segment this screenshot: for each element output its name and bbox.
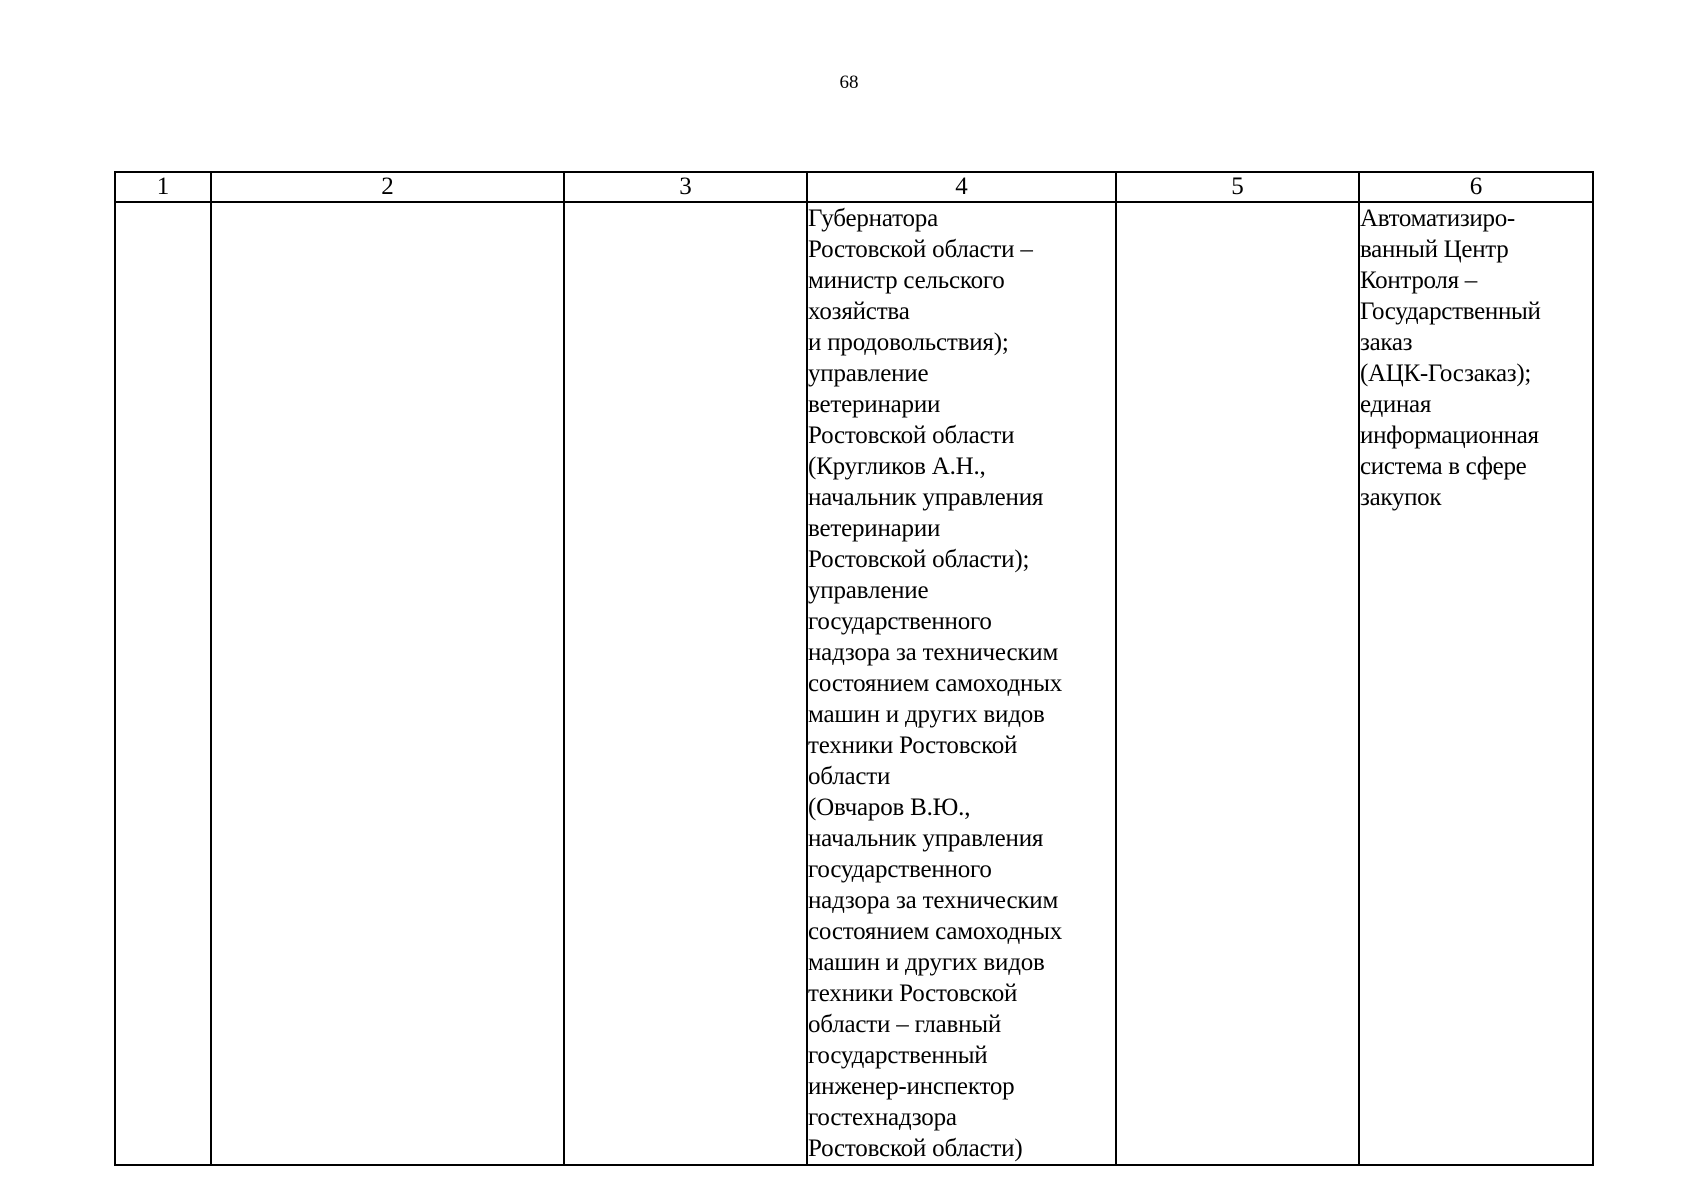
cell-text-line: государственного <box>808 856 992 883</box>
cell-text-line: ветеринарии <box>808 391 941 418</box>
cell-text-line: (АЦК-Госзаказ); <box>1360 360 1532 387</box>
column-header-1: 1 <box>115 172 211 202</box>
column-header-6: 6 <box>1359 172 1593 202</box>
cell-text-line: ванный Центр <box>1360 236 1509 263</box>
cell-text-line: Ростовской области) <box>808 1135 1023 1162</box>
cell-text-line: начальник управления <box>808 484 1044 511</box>
cell-text-line: машин и других видов <box>808 949 1045 976</box>
cell-col4 <box>807 202 1116 1165</box>
cell-text-line: (Овчаров В.Ю., <box>808 794 971 821</box>
cell-text-line: Автоматизиро- <box>1360 205 1515 232</box>
page-number: 68 <box>839 72 859 93</box>
cell-col5 <box>1116 202 1359 1165</box>
cell-text-line: государственного <box>808 608 992 635</box>
cell-text-line: закупок <box>1360 484 1442 511</box>
cell-text-line: области – главный <box>808 1011 1002 1038</box>
cell-text-line: техники Ростовской <box>808 732 1018 759</box>
cell-text-line: начальник управления <box>808 825 1044 852</box>
column-header-3: 3 <box>564 172 807 202</box>
cell-col2 <box>211 202 564 1165</box>
cell-text-line: надзора за техническим <box>808 639 1059 666</box>
column-header-4: 4 <box>807 172 1116 202</box>
column-header-2: 2 <box>211 172 564 202</box>
cell-text-line: гостехнадзора <box>808 1104 957 1131</box>
cell-text-line: области <box>808 763 891 790</box>
document-table <box>114 171 1594 1166</box>
cell-text-line: машин и других видов <box>808 701 1045 728</box>
cell-text-line: Государственный <box>1360 298 1541 325</box>
cell-text-line: Контроля – <box>1360 267 1477 294</box>
cell-text-line: Губернатора <box>808 205 938 232</box>
cell-text-line: заказ <box>1360 329 1413 356</box>
cell-text-line: хозяйства <box>808 298 910 325</box>
cell-text-line: Ростовской области); <box>808 546 1030 573</box>
cell-text-line: Ростовской области <box>808 422 1015 449</box>
cell-text-line: состоянием самоходных <box>808 918 1063 945</box>
cell-col6 <box>1359 202 1593 1165</box>
cell-text-line: министр сельского <box>808 267 1005 294</box>
cell-text-line: (Кругликов А.Н., <box>808 453 986 480</box>
table-header-row <box>115 172 1593 202</box>
column-header-5: 5 <box>1116 172 1359 202</box>
cell-text-line: управление <box>808 577 929 604</box>
table-row <box>115 202 1593 1165</box>
cell-text-line: техники Ростовской <box>808 980 1018 1007</box>
cell-text-line: управление <box>808 360 929 387</box>
cell-text-line: единая <box>1360 391 1432 418</box>
cell-text-line: информационная <box>1360 422 1539 449</box>
cell-col3 <box>564 202 807 1165</box>
cell-text-line: государственный <box>808 1042 988 1069</box>
cell-text-line: надзора за техническим <box>808 887 1059 914</box>
cell-text-line: система в сфере <box>1360 453 1527 480</box>
cell-col1 <box>115 202 211 1165</box>
cell-text-line: и продовольствия); <box>808 329 1009 356</box>
cell-text-line: ветеринарии <box>808 515 941 542</box>
cell-text-line: Ростовской области – <box>808 236 1033 263</box>
cell-text-line: инженер-инспектор <box>808 1073 1015 1100</box>
cell-text-line: состоянием самоходных <box>808 670 1063 697</box>
